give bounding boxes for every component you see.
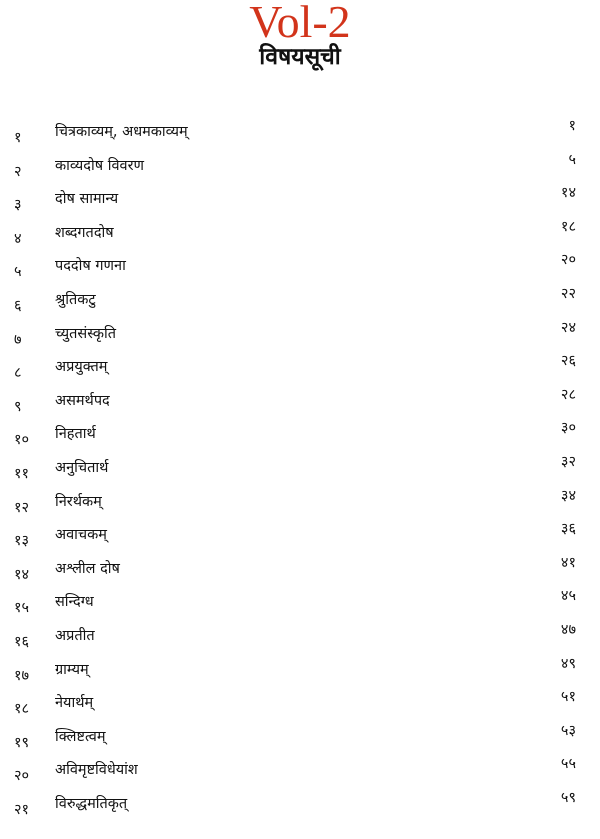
entry-number: ३ [14, 197, 22, 214]
entry-page: ३२ [560, 453, 576, 470]
toc-entry [0, 284, 600, 318]
entry-title: अनुचितार्थ [55, 459, 109, 476]
entry-page: १४ [560, 185, 576, 202]
toc-entry [0, 183, 600, 217]
toc-entry [0, 721, 600, 755]
entry-number: ११ [14, 465, 30, 482]
entry-title: अविमृष्टविधेयांश [55, 762, 138, 779]
toc-entry [0, 385, 600, 419]
entry-number: २१ [14, 801, 30, 818]
toc-heading: विषयसूची [259, 44, 341, 70]
entry-number: १९ [14, 734, 30, 751]
toc-entry [0, 754, 600, 788]
entry-page: १८ [560, 218, 576, 235]
entry-title: अप्रतीत [55, 627, 95, 644]
entry-title: क्लिष्टत्वम् [55, 728, 106, 745]
toc-entry [0, 519, 600, 553]
entry-number: १६ [14, 633, 30, 650]
entry-page: ३० [560, 420, 576, 437]
entry-page: २८ [560, 386, 576, 403]
toc-entry [0, 418, 600, 452]
entry-title: अवाचकम् [55, 527, 107, 544]
entry-page: ४५ [560, 588, 576, 605]
entry-title: नेयार्थम् [55, 695, 94, 712]
entry-title: अश्लील दोष [55, 560, 120, 577]
entry-number: १० [14, 432, 30, 449]
entry-page: ४१ [560, 554, 576, 571]
entry-number: १२ [14, 499, 30, 516]
entry-title: निहतार्थ [55, 426, 96, 443]
entry-title: पददोष गणना [55, 258, 126, 275]
toc-entry [0, 116, 600, 150]
toc-entry [0, 351, 600, 385]
entry-number: १५ [14, 600, 30, 617]
toc-entry [0, 654, 600, 688]
entry-title: निरर्थकम् [55, 493, 102, 510]
entry-page: ५१ [560, 689, 576, 706]
entry-title: सन्दिग्ध [55, 594, 94, 611]
entry-number: २० [14, 768, 30, 785]
entry-title: अप्रयुक्तम् [55, 359, 108, 376]
toc-entry [0, 586, 600, 620]
toc-entry [0, 452, 600, 486]
toc-entry [0, 553, 600, 587]
entry-title: शब्दगतदोष [55, 224, 114, 241]
entry-number: ९ [14, 398, 22, 415]
entry-page: ३६ [560, 521, 576, 538]
entry-page: २२ [560, 285, 576, 302]
entry-number: १८ [14, 701, 30, 718]
entry-page: १ [568, 118, 576, 134]
entry-title: च्युतसंस्कृति [55, 325, 117, 342]
entry-title: विरुद्धमतिकृत् [55, 795, 128, 812]
toc-list [0, 116, 600, 821]
entry-number: ६ [14, 297, 22, 314]
entry-page: २० [560, 252, 576, 269]
toc-entry [0, 250, 600, 284]
entry-page: ३४ [560, 487, 576, 504]
entry-number: २ [14, 163, 22, 180]
entry-page: २६ [560, 353, 576, 370]
entry-page: ५३ [560, 722, 576, 739]
entry-page: २४ [560, 319, 576, 336]
entry-page: ५ [568, 151, 576, 168]
entry-number: १४ [14, 566, 30, 583]
entry-number: ७ [14, 331, 22, 348]
entry-page: ५५ [560, 756, 576, 773]
entry-title: काव्यदोष विवरण [55, 157, 144, 174]
entry-number: ४ [14, 230, 22, 247]
entry-page: ४९ [560, 655, 576, 672]
entry-title: चित्रकाव्यम्, अधमकाव्यम् [55, 124, 188, 140]
entry-page: ४७ [560, 621, 576, 638]
entry-title: ग्राम्यम् [55, 661, 89, 678]
toc-entry [0, 620, 600, 654]
toc-entry [0, 788, 600, 822]
toc-entry [0, 687, 600, 721]
volume-title: Vol-2 [249, 0, 351, 47]
entry-title: दोष सामान्य [55, 191, 119, 208]
toc-entry [0, 318, 600, 352]
entry-number: ५ [14, 264, 22, 281]
entry-number: ८ [14, 365, 22, 382]
toc-entry [0, 486, 600, 520]
entry-title: असमर्थपद [55, 392, 110, 409]
entry-number: १ [14, 130, 22, 146]
entry-page: ५९ [560, 789, 576, 806]
entry-number: १७ [14, 667, 30, 684]
entry-number: १३ [14, 533, 30, 550]
toc-entry [0, 150, 600, 184]
entry-title: श्रुतिकटु [55, 291, 96, 308]
toc-entry [0, 217, 600, 251]
